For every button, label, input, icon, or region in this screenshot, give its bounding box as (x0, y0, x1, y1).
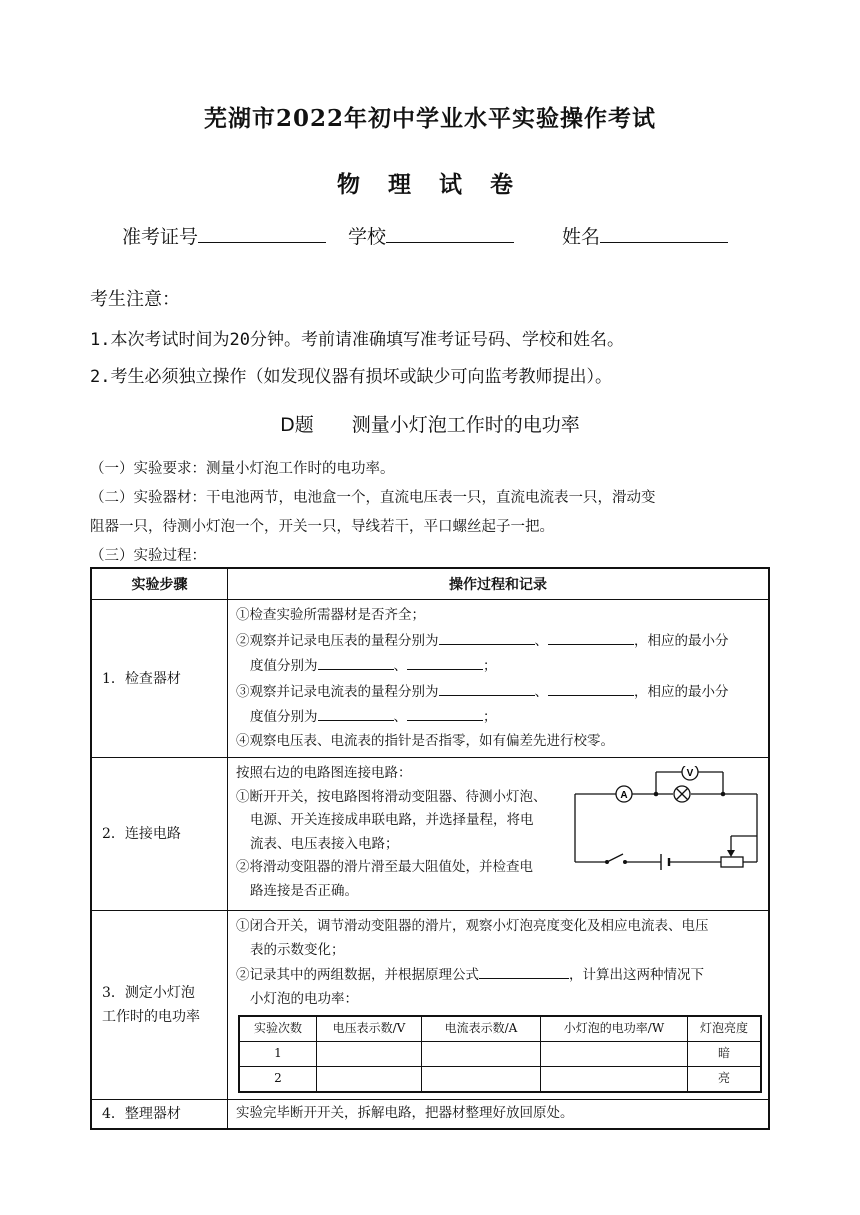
junction-node (654, 792, 659, 797)
voltmeter-range-blank-1[interactable] (439, 628, 535, 645)
rheostat-arrow-icon (727, 850, 735, 857)
power-cell[interactable] (541, 1067, 688, 1093)
voltmeter-label: V (686, 768, 694, 779)
candidate-info-line (122, 222, 728, 249)
col-power: 小灯泡的电功率/W (541, 1016, 688, 1042)
process-heading: （三）实验过程： (90, 548, 206, 564)
step-tidy-equipment: 4．整理器材 (91, 1100, 228, 1130)
data-table-header (239, 1016, 761, 1042)
col-current: 电流表示数/A (422, 1016, 541, 1042)
current-cell[interactable] (422, 1042, 541, 1067)
junction-node (721, 792, 726, 797)
row-check-equipment (91, 600, 769, 758)
check-line-2: ②观察并记录电压表的量程分别为 、 ，相应的最小分 (236, 628, 762, 654)
voltage-cell[interactable] (317, 1067, 422, 1093)
process-measure-power (228, 911, 770, 1100)
connect-line-1: 按照右边的电路图连接电路： (236, 765, 412, 781)
exam-id-blank[interactable] (198, 222, 326, 243)
connect-line-4: 流表、电压表接入电路； (250, 835, 399, 852)
connect-line-6: 路连接是否正确。 (250, 882, 358, 899)
step-check-equipment: 1．检查器材 (91, 600, 228, 758)
switch-lever-icon (607, 854, 623, 862)
voltage-cell[interactable] (317, 1042, 422, 1067)
table-header-row (91, 568, 769, 600)
notice-title: 考生注意： (90, 289, 180, 310)
ammeter-division-blank-1[interactable] (318, 704, 394, 721)
name-label: 姓名 (562, 226, 601, 248)
check-line-4: ③观察并记录电流表的量程分别为 、 ，相应的最小分 (236, 679, 762, 705)
measure-line-3: ②记录其中的两组数据，并根据原理公式 ，计算出这两种情况下 (236, 962, 762, 988)
school-blank[interactable] (386, 222, 514, 243)
notice-item-1: 1.本次考试时间为20分钟。考前请准确填写准考证号码、学校和姓名。 (90, 330, 624, 350)
header-step: 实验步骤 (91, 568, 228, 600)
notice-item-2: 2.考生必须独立操作（如发现仪器有损坏或缺少可向监考教师提出）。 (90, 367, 612, 387)
data-record-table (238, 1015, 762, 1093)
trial-number: 1 (239, 1042, 317, 1067)
experiment-requirement: （一）实验要求：测量小灯泡工作时的电功率。 (90, 461, 395, 477)
school-label: 学校 (348, 226, 387, 248)
header-process: 操作过程和记录 (228, 568, 770, 600)
check-line-1: ①检查实验所需器材是否齐全； (236, 607, 425, 623)
step-connect-circuit: 2．连接电路 (91, 758, 228, 911)
exam-id-label: 准考证号 (122, 226, 199, 248)
trial-number: 2 (239, 1067, 317, 1093)
data-row-1 (239, 1042, 761, 1067)
circuit-diagram (571, 766, 761, 876)
question-title: D题 测量小灯泡工作时的电功率 (280, 414, 580, 436)
brightness-cell: 暗 (688, 1042, 762, 1067)
row-connect-circuit (91, 758, 769, 911)
row-measure-power (91, 911, 769, 1100)
ammeter-label: A (620, 790, 628, 801)
exam-title: 芜湖市2022年初中学业水平实验操作考试 (203, 105, 656, 132)
voltmeter-division-blank-2[interactable] (407, 653, 483, 670)
name-blank[interactable] (600, 222, 728, 243)
voltmeter-range-blank-2[interactable] (548, 628, 634, 645)
col-brightness: 灯泡亮度 (688, 1016, 762, 1042)
current-cell[interactable] (422, 1067, 541, 1093)
connect-line-2: ①断开开关，按电路图将滑动变阻器、待测小灯泡、 (236, 788, 547, 805)
check-line-5: 度值分别为 、 ； (236, 704, 762, 730)
data-row-2 (239, 1067, 761, 1093)
power-cell[interactable] (541, 1042, 688, 1067)
check-line-3: 度值分别为 、 ； (236, 653, 762, 679)
process-tidy-equipment: 实验完毕断开开关，拆解电路，把器材整理好放回原处。 (228, 1100, 770, 1130)
formula-blank[interactable] (479, 962, 569, 979)
measure-line-1: ①闭合开关，调节滑动变阻器的滑片，观察小灯泡亮度变化及相应电流表、电压 (236, 918, 709, 934)
connect-line-5: ②将滑动变阻器的滑片滑至最大阻值处，并检查电 (236, 859, 533, 875)
process-connect-circuit (228, 758, 770, 911)
col-voltage: 电压表示数/V (317, 1016, 422, 1042)
switch-node (623, 860, 627, 864)
rheostat-icon (721, 857, 743, 867)
row-tidy-equipment (91, 1100, 769, 1130)
brightness-cell: 亮 (688, 1067, 762, 1093)
procedure-table (90, 567, 770, 1130)
exam-subtitle: 物 理 试 卷 (336, 171, 524, 198)
measure-line-2: 表的示数变化； (250, 941, 345, 958)
equipment-line-1: （二）实验器材：干电池两节，电池盒一个，直流电压表一只，直流电流表一只，滑动变 (90, 490, 656, 506)
measure-line-4: 小灯泡的电功率： (250, 990, 358, 1007)
process-check-equipment (228, 600, 770, 758)
ammeter-range-blank-2[interactable] (548, 679, 634, 696)
voltmeter-division-blank-1[interactable] (318, 653, 394, 670)
equipment-line-2: 阻器一只，待测小灯泡一个，开关一只，导线若干，平口螺丝起子一把。 (90, 519, 554, 535)
col-trial: 实验次数 (239, 1016, 317, 1042)
ammeter-division-blank-2[interactable] (407, 704, 483, 721)
step-measure-power: 3．测定小灯泡 工作时的电功率 (91, 911, 228, 1100)
check-line-6: ④观察电压表、电流表的指针是否指零，如有偏差先进行校零。 (236, 732, 614, 749)
ammeter-range-blank-1[interactable] (439, 679, 535, 696)
switch-node (605, 860, 609, 864)
connect-line-3: 电源、开关连接成串联电路，并选择量程，将电 (250, 812, 534, 828)
